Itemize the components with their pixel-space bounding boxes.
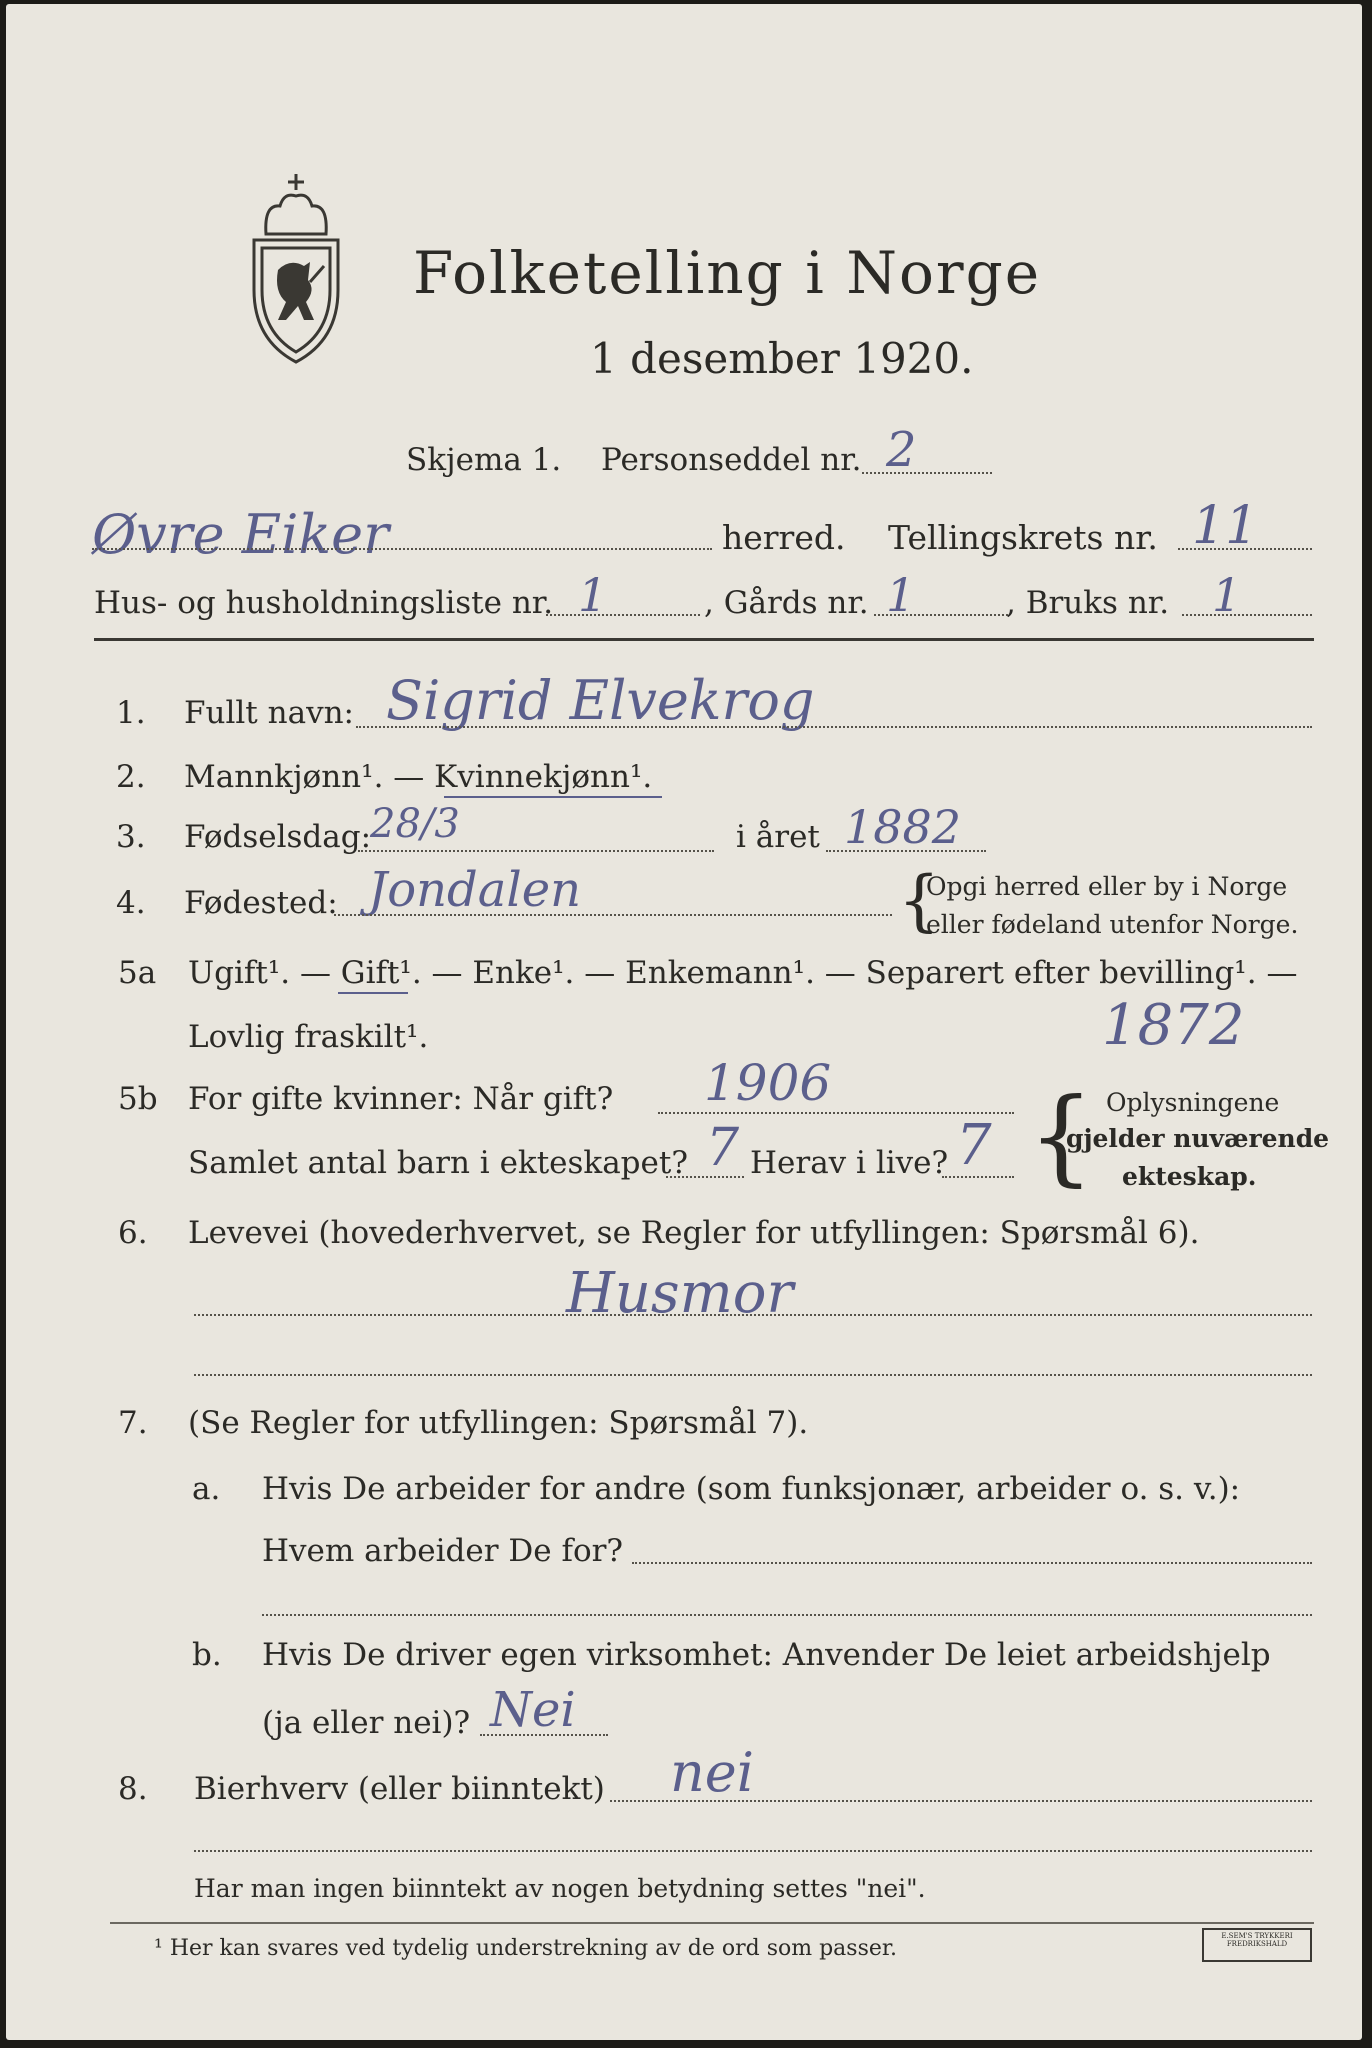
q7b-line1: Hvis De driver egen virksomhet: Anvender De leiet arbeidshjelp bbox=[262, 1637, 1271, 1673]
q5b-label3: Herav i live? bbox=[750, 1145, 949, 1181]
gift-underline bbox=[338, 992, 408, 994]
coat-of-arms-icon bbox=[244, 170, 348, 370]
q6-value: Husmor bbox=[566, 1261, 794, 1326]
kvinnekjonn-underline bbox=[444, 796, 662, 798]
q1-dots bbox=[356, 726, 1312, 728]
q3-year-dots bbox=[826, 850, 986, 852]
q5a-number: 5a bbox=[118, 955, 157, 991]
q7-label: (Se Regler for utfyllingen: Spørsmål 7). bbox=[188, 1405, 809, 1441]
q7b-value: Nei bbox=[490, 1682, 576, 1738]
q5b-note3: ekteskap. bbox=[1122, 1162, 1257, 1191]
q5a-line2: Lovlig fraskilt¹. bbox=[188, 1019, 429, 1055]
q6-dots-1 bbox=[194, 1314, 1312, 1316]
skjema-label: Skjema 1. bbox=[406, 442, 562, 478]
q7a-line1: Hvis De arbeider for andre (som funksjonær, arbeider o. s. v.): bbox=[262, 1471, 1241, 1507]
herred-label: herred. bbox=[722, 518, 846, 557]
q5b-note1: Oplysningene bbox=[1106, 1088, 1280, 1117]
q7b-line2: (ja eller nei)? bbox=[262, 1705, 471, 1741]
q1-label: Fullt navn: bbox=[184, 695, 354, 731]
q6-dots-2 bbox=[194, 1374, 1312, 1376]
q4-dots bbox=[334, 914, 892, 916]
q7-number: 7. bbox=[118, 1405, 148, 1441]
hus-label: Hus- og husholdningsliste nr. bbox=[94, 585, 554, 621]
q8-dots-2 bbox=[194, 1850, 1312, 1852]
q5b-label2: Samlet antal barn i ekteskapet? bbox=[188, 1145, 688, 1181]
gards-value: 1 bbox=[886, 568, 916, 622]
tellingskrets-dots bbox=[1178, 548, 1312, 550]
q6-label: Levevei (hovederhvervet, se Regler for utfyllingen: Spørsmål 6). bbox=[188, 1215, 1200, 1251]
q7b-dots bbox=[480, 1734, 608, 1736]
q3-day: 28/3 bbox=[370, 801, 460, 847]
bruks-value: 1 bbox=[1212, 568, 1242, 622]
bruks-label: , Bruks nr. bbox=[1006, 585, 1170, 621]
q5a-note: 1872 bbox=[1102, 993, 1245, 1058]
q8-note: Har man ingen biinntekt av nogen betydning settes "nei". bbox=[194, 1874, 926, 1903]
tellingskrets-label: Tellingskrets nr. bbox=[888, 518, 1158, 557]
q7a-dots-2 bbox=[262, 1614, 1312, 1616]
q3-label: Fødselsdag: bbox=[184, 819, 372, 855]
q4-value: Jondalen bbox=[368, 862, 582, 918]
personseddel-label: Personseddel nr. bbox=[601, 442, 862, 478]
q4-note-line1: Opgi herred eller by i Norge bbox=[926, 872, 1288, 901]
q2-number: 2. bbox=[116, 759, 146, 795]
form-title: Folketelling i Norge bbox=[413, 239, 1042, 307]
printer-stamp-text: E.SEM'S TRYKKERI FREDRIKSHALD bbox=[1221, 1932, 1293, 1949]
gards-label: , Gårds nr. bbox=[704, 585, 869, 621]
printer-stamp bbox=[1202, 1928, 1312, 1962]
herred-dots bbox=[92, 548, 712, 550]
q4-number: 4. bbox=[116, 885, 146, 921]
q3-year-label: i året bbox=[736, 819, 820, 855]
q3-number: 3. bbox=[116, 819, 146, 855]
bruks-dots bbox=[1182, 614, 1312, 616]
census-form bbox=[6, 4, 1362, 2040]
q4-note-line2: eller fødeland utenfor Norge. bbox=[926, 910, 1299, 939]
header-divider bbox=[94, 638, 1314, 641]
q5b-live: 7 bbox=[956, 1113, 992, 1178]
q2-label: Mannkjønn¹. — Kvinnekjønn¹. bbox=[184, 759, 653, 795]
q5a-line1: Ugift¹. — Gift¹. — Enke¹. — Enkemann¹. — Separert efter bevilling¹. — bbox=[188, 955, 1298, 991]
q4-label: Fødested: bbox=[184, 885, 338, 921]
hus-dots bbox=[546, 614, 700, 616]
gards-dots bbox=[874, 614, 1008, 616]
personseddel-dots bbox=[862, 472, 992, 474]
q6-number: 6. bbox=[118, 1215, 148, 1251]
q3-day-dots bbox=[358, 850, 714, 852]
q8-dots-1 bbox=[610, 1800, 1312, 1802]
hus-value: 1 bbox=[578, 568, 608, 622]
q1-value: Sigrid Elvekrog bbox=[386, 669, 815, 732]
q3-year: 1882 bbox=[844, 800, 962, 854]
q7a-dots-1 bbox=[632, 1562, 1312, 1564]
q5b-brace: { bbox=[1028, 1075, 1095, 1197]
q5b-label1: For gifte kvinner: Når gift? bbox=[188, 1081, 614, 1117]
q8-label: Bierhverv (eller biinntekt) bbox=[194, 1771, 605, 1807]
tellingskrets-value: 11 bbox=[1192, 496, 1259, 556]
personseddel-value: 2 bbox=[886, 422, 917, 478]
q5b-number: 5b bbox=[118, 1081, 158, 1117]
q5b-barn: 7 bbox=[706, 1118, 740, 1178]
footnote-divider bbox=[110, 1922, 1314, 1924]
herred-value: Øvre Eiker bbox=[92, 503, 389, 566]
q7a-line2: Hvem arbeider De for? bbox=[262, 1533, 624, 1569]
q5b-barn-dots bbox=[666, 1176, 744, 1178]
footnote: ¹ Her kan svares ved tydelig understrekning av de ord som passer. bbox=[154, 1936, 897, 1961]
census-date: 1 desember 1920. bbox=[590, 334, 974, 383]
q1-number: 1. bbox=[116, 695, 146, 731]
q8-value: nei bbox=[670, 1741, 755, 1804]
q7b-letter: b. bbox=[192, 1637, 222, 1673]
q5b-gift-year: 1906 bbox=[704, 1054, 832, 1112]
q5b-note2: gjelder nuværende bbox=[1066, 1124, 1330, 1153]
q4-brace: { bbox=[898, 862, 940, 939]
q5b-live-dots bbox=[942, 1176, 1014, 1178]
q8-number: 8. bbox=[118, 1771, 148, 1807]
q7a-letter: a. bbox=[192, 1471, 221, 1507]
